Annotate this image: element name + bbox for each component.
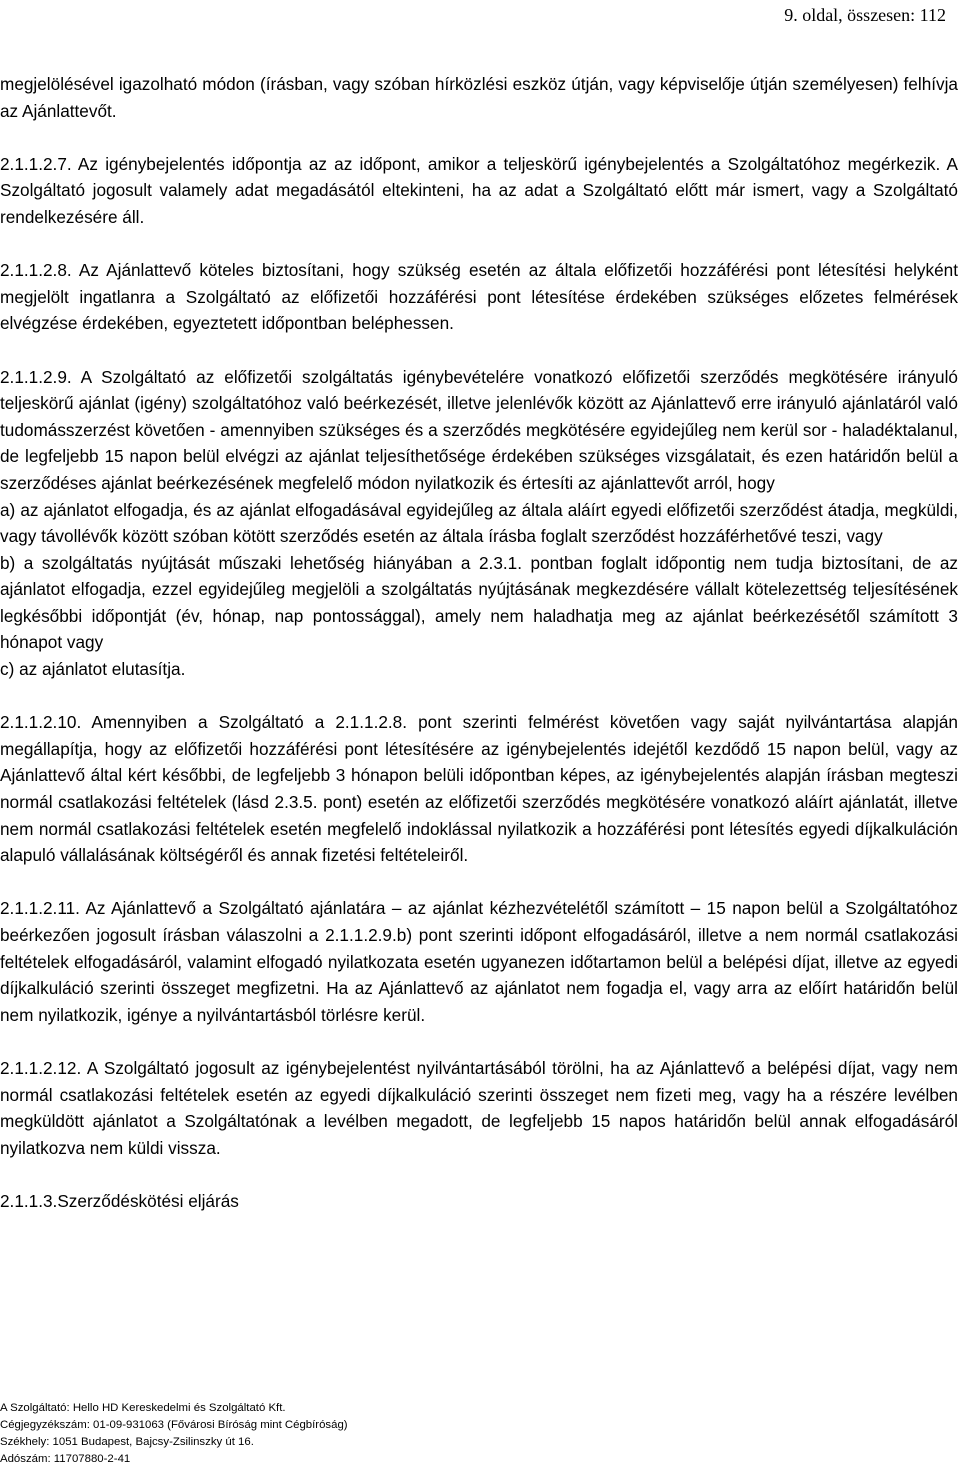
footer-address: Székhely: 1051 Budapest, Bajcsy-Zsilinszky út 16. [0,1436,254,1448]
page-counter: 9. oldal, összesen: 112 [784,5,946,25]
paragraph-2-1-1-2-12: 2.1.1.2.12. A Szolgáltató jogosult az igénybejelentést nyilvántartásából törölni, ha az Ajánlattevő a belépési díjat, vagy nem normál csatlakozási feltételek esetén az egyedi díjkalkuláció szerinti összeget nem fizeti meg, vagy ha a részére levélben megküldött ajánlatot a Szolgáltatónak a levélben megadott, de legfeljebb 15 napos határidőn belül annak elfogadásáról nyilatkozva nem küldi vissza. [0,1057,958,1158]
footer-tax-number: Adószám: 11707880-2-41 [0,1453,131,1465]
paragraph-2-1-1-2-11: 2.1.1.2.11. Az Ajánlattevő a Szolgáltató ajánlatára – az ajánlat kézhezvételétől számított – 15 napon belül a Szolgáltatóhoz beérkezően jogosult írásban válaszolni a 2.1.1.2.9.b) pont szerinti időpont elfogadásáról, illetve a nem normál csatlakozási feltételek elfogadásáról, valamint elfogadó nyilatkozata esetén ugyanezen időtartamon belül a belépési díjat, illetve az egyedi díjkalkuláció szerinti összeget megfizetni. Ha az Ajánlattevő az ajánlatot nem fogadja el, vagy arra az előírt határidőn belül nem nyilatkozik, igénye a nyilvántartásból törlésre kerül. [0,898,958,1025]
paragraph-2-1-1-2-7: 2.1.1.2.7. Az igénybejelentés időpontja az az időpont, amikor a teljeskörű igénybejelentés a Szolgáltatóhoz megérkezik. A Szolgáltató jogosult valamely adat megadásától eltekinteni, ha az adat a Szolgáltató előtt már ismert, vagy a Szolgáltató rendelkezésére áll. [0,153,958,227]
paragraph-2-1-1-2-9-a: a) az ajánlatot elfogadja, és az ajánlat elfogadásával egyidejűleg az általa aláírt egyedi előfizetői szerződést átadja, megküldi, vagy távollévők között szóban kötött szerződés esetén az általa írásba foglalt szerződést hozzáférhetővé teszi, vagy [0,499,958,547]
paragraph-2-1-1-2-10: 2.1.1.2.10. Amennyiben a Szolgáltató a 2.1.1.2.8. pont szerinti felmérést követően vagy saját nyilvántartása alapján megállapítja, hogy az előfizetői hozzáférési pont létesítésére az igénybejelentés idejétől kezdődő 15 napon belül, vagy az Ajánlattevő által kért későbbi, de legfeljebb 3 hónapon belüli időpontban képes, az igénybejelentés alapján írásban megteszi normál csatlakozási feltételek (lásd 2.3.5. pont) esetén az előfizetői szerződés megkötésére vonatkozó aláírt ajánlatát, illetve nem normál csatlakozási feltételek esetén megfelelő indoklással nyilatkozik a hozzáférési pont létesítés egyedi díjkalkuláción alapuló vállalásának költségéről és annak fizetési feltételeiről. [0,712,958,866]
footer-registration: Cégjegyzékszám: 01-09-931063 (Fővárosi Bíróság mint Cégbíróság) [0,1419,348,1431]
paragraph-2-1-1-2-9: 2.1.1.2.9. A Szolgáltató az előfizetői szolgáltatás igénybevételére vonatkozó előfizetői szerződés megkötésére irányuló teljeskörű ajánlat (igény) szolgáltatóhoz való beérkezését, illetve jelenlévők között az Ajánlattevő erre irányuló ajánlatáról való tudomásszerzést követően - amennyiben szükséges és a szerződés megkötésére egyidejűleg nem kerül sor - haladéktalanul, de legfeljebb 15 napon belül elvégzi az ajánlat teljesíthetősége érdekében szükséges vizsgálatait, és ezen határidőn belül a szerződéses ajánlat beérkezésének megfelelő módon nyilatkozik és értesíti az ajánlattevőt arról, hogy [0,366,958,493]
paragraph-2-1-1-2-8: 2.1.1.2.8. Az Ajánlattevő köteles biztosítani, hogy szükség esetén az általa előfizetői hozzáférési pont létesítési helyként megjelölt ingatlanra a Szolgáltató az előfizetői hozzáférési pont létesítése érdekében szükséges előzetes felmérések elvégzése érdekében, egyeztetett időpontban beléphessen. [0,260,958,334]
page-footer [0,1400,348,1468]
paragraph-2-1-1-2-9-b: b) a szolgáltatás nyújtását műszaki lehetőség hiányában a 2.3.1. pontban foglalt időpontig nem tudja biztosítani, de az ajánlatot elfogadja, ezzel egyidejűleg megjelöli a szolgáltatás nyújtásának megkezdésére vállalt kötelezettség teljesítésének legkésőbbi időpontját (év, hónap, nap pontossággal), amely nem haladhatja meg az ajánlat beérkezésétől számított 3 hónapot vagy [0,552,958,653]
document-body [0,71,958,1215]
paragraph-intro: megjelölésével igazolható módon (írásban, vagy szóban hírközlési eszköz útján, vagy képviselője útján személyesen) felhívja az Ajánlattevőt. [0,74,958,121]
footer-company: A Szolgáltató: Hello HD Kereskedelmi és Szolgáltató Kft. [0,1402,286,1414]
section-heading: 2.1.1.3.Szerződéskötési eljárás [0,1190,239,1211]
paragraph-2-1-1-2-9-c: c) az ajánlatot elutasítja. [0,659,186,680]
